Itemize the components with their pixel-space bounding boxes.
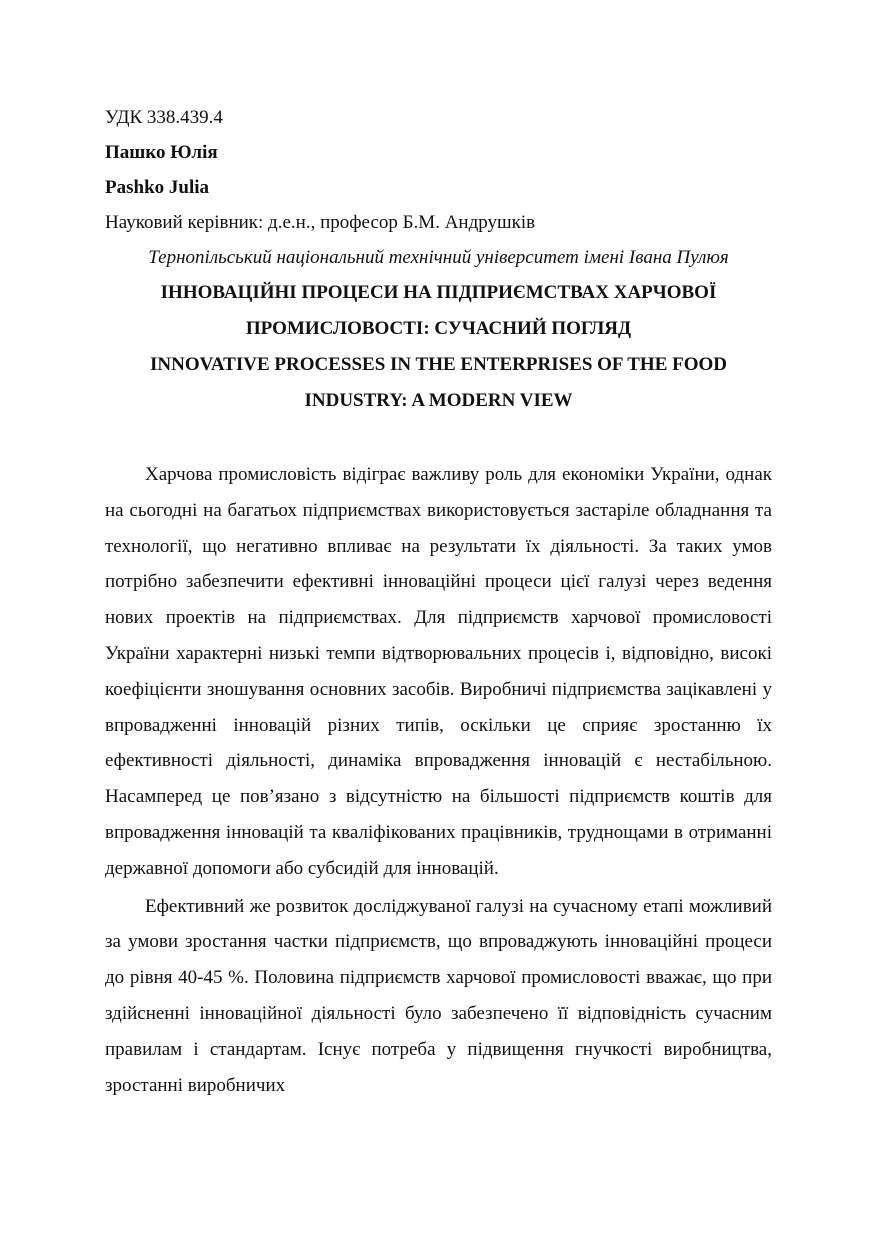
paper-content: [105, 100, 772, 1103]
udc-code: УДК 338.439.4: [105, 107, 223, 128]
body-paragraph-1: Харчова промисловість відіграє важливу роль для економіки України, однак на сьогодні на багатьох підприємствах використовується застаріле обладнання та технології, що негативно впливає на результати їх діяльності. За таких умов потрібно забезпечити ефективні інноваційні процеси цієї галузі через ведення нових проектів на підприємствах. Для підприємств харчової промисловості України характерні низькі темпи відтворювальних процесів і, відповідно, високі коефіцієнти зношування основних засобів. Виробничі підприємства зацікавлені у впровадженні інновацій різних типів, оскільки це сприяє зростанню їх ефективності діяльності, динаміка впровадження інновацій є нестабільною. Насамперед це пов’язано з відсутністю на більшості підприємств коштів для впровадження інновацій та кваліфікованих працівників, труднощами в отриманні державної допомоги або субсидій для інновацій.: [105, 464, 772, 879]
paper-title: [105, 275, 772, 419]
title-en-line-1: INNOVATIVE PROCESSES IN THE ENTERPRISES OF THE FOOD: [149, 354, 727, 375]
affiliation: Тернопільський національний технічний університет імені Івана Пулюя: [148, 247, 729, 268]
title-ua-line-1: ІННОВАЦІЙНІ ПРОЦЕСИ НА ПІДПРИЄМСТВАХ ХАРЧОВОЇ: [160, 282, 717, 303]
body-paragraph-2: Ефективний же розвиток досліджуваної галузі на сучасному етапі можливий за умови зростання частки підприємств, що впроваджують інноваційні процеси до рівня 40-45 %. Половина підприємств харчової промисловості вважає, що при здійсненні інноваційної діяльності було забезпечено її відповідність сучасним правилам і стандартам. Існує потреба у підвищення гнучкості виробництва, зростанні виробничих: [105, 895, 772, 1096]
author-name-en: Pashko Julia: [105, 177, 210, 198]
title-ua-line-2: ПРОМИСЛОВОСТІ: СУЧАСНИЙ ПОГЛЯД: [245, 318, 632, 339]
title-en-line-2: INDUSTRY: A MODERN VIEW: [304, 390, 573, 411]
supervisor-line: Науковий керівник: д.е.н., професор Б.М. Андрушків: [105, 212, 536, 233]
title-spacer: [105, 419, 772, 457]
author-name-ua: Пашко Юлія: [105, 142, 218, 163]
